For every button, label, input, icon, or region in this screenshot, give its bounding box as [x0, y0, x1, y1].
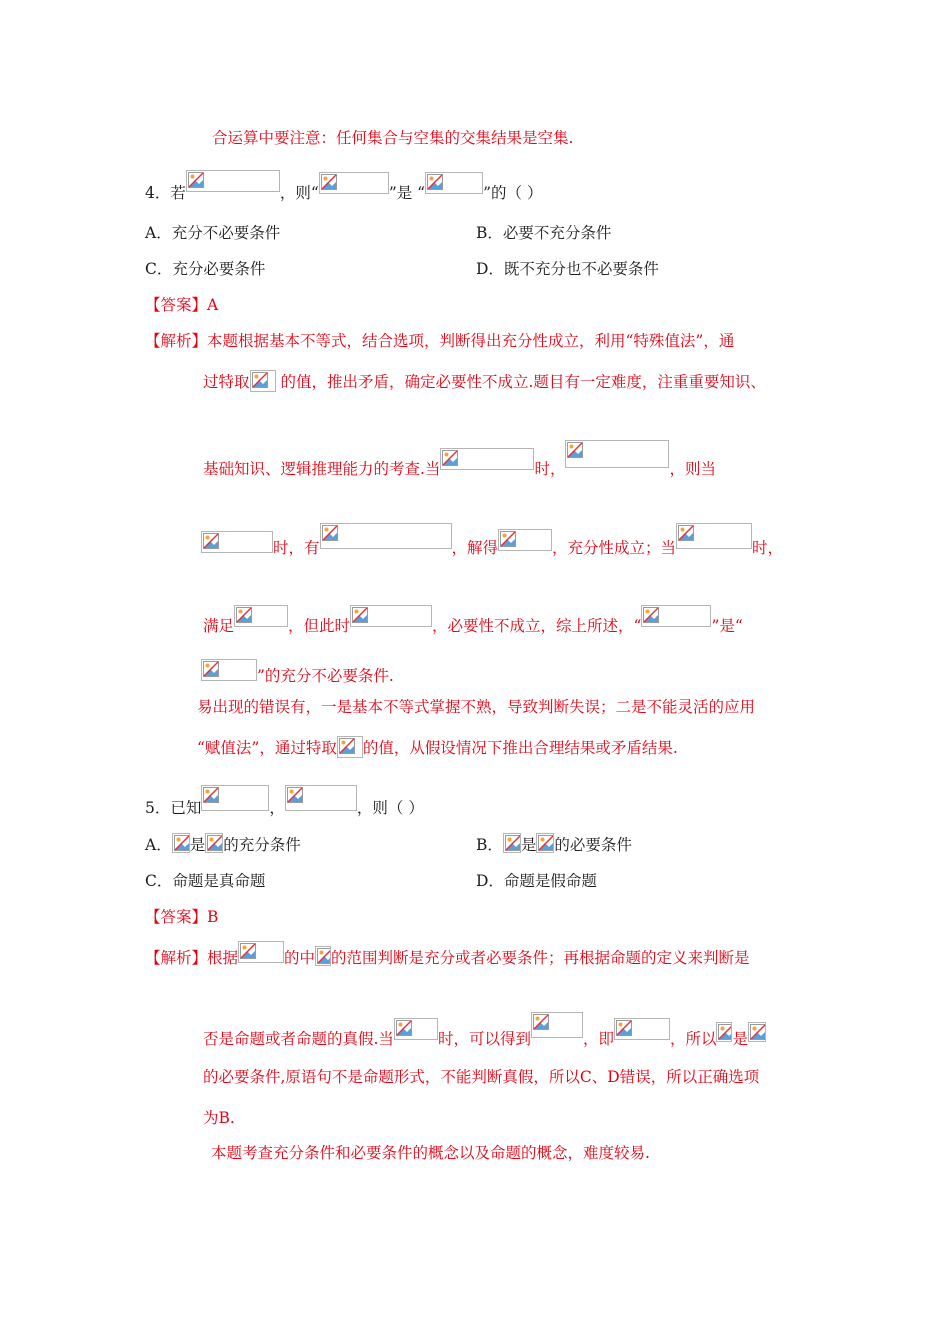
question-5-stem: 5．已知 ， ，则（ ）: [145, 785, 424, 820]
error-note-4-line-2: “赋值法”，通过特取 的值，从假设情况下推出合理结果或矛盾结果.: [197, 736, 678, 760]
broken-image-glyph: [396, 1020, 412, 1036]
q5-option-c: C．命题是真命题: [145, 872, 266, 890]
broken-image-glyph: [567, 442, 583, 458]
broken-image-glyph: [188, 172, 204, 188]
broken-image-icon: [498, 529, 552, 551]
answer-4: 【答案】A: [145, 296, 219, 314]
broken-image-icon: [285, 785, 357, 811]
question-4-stem: 4．若 ，则“ ”是 “ ”的（ ）: [145, 170, 542, 205]
broken-image-icon: [205, 833, 223, 853]
answer-5: 【答案】B: [145, 908, 219, 926]
broken-image-icon: [234, 605, 288, 627]
broken-image-glyph: [643, 607, 659, 623]
note-line: 合运算中要注意：任何集合与空集的交集结果是空集.: [212, 129, 574, 147]
broken-image-icon: [565, 440, 669, 468]
broken-image-icon: [337, 736, 363, 758]
broken-image-icon: [320, 523, 452, 549]
q4-option-a: A．充分不必要条件: [145, 224, 281, 242]
broken-image-icon: [440, 448, 534, 470]
broken-image-glyph: [427, 174, 443, 190]
broken-image-glyph: [505, 835, 521, 851]
broken-image-glyph: [207, 835, 223, 851]
broken-image-glyph: [750, 1024, 766, 1040]
broken-image-icon: [716, 1022, 732, 1042]
broken-image-icon: [503, 833, 521, 853]
broken-image-glyph: [203, 787, 219, 803]
broken-image-glyph: [203, 533, 219, 549]
broken-image-glyph: [236, 607, 252, 623]
q5-option-a: A． 是 的充分条件: [145, 833, 301, 857]
broken-image-glyph: [442, 450, 458, 466]
q4-option-b: B．必要不充分条件: [476, 224, 612, 242]
broken-image-icon: [315, 946, 331, 966]
broken-image-icon: [186, 170, 280, 192]
broken-image-glyph: [616, 1020, 632, 1036]
broken-image-glyph: [317, 948, 331, 964]
broken-image-icon: [748, 1022, 766, 1042]
broken-image-glyph: [339, 738, 355, 754]
broken-image-icon: [250, 370, 276, 392]
broken-image-icon: [201, 785, 269, 811]
broken-image-glyph: [533, 1014, 549, 1030]
explanation-4-line-6: ”的充分不必要条件.: [201, 659, 394, 688]
broken-image-icon: [201, 531, 273, 553]
broken-image-icon: [350, 605, 432, 627]
broken-image-glyph: [718, 1024, 732, 1040]
explanation-4-line-1: 【解析】本题根据基本不等式，结合选项，判断得出充分性成立，利用“特殊值法”，通: [145, 332, 735, 350]
broken-image-glyph: [352, 607, 368, 623]
broken-image-glyph: [203, 661, 219, 677]
explanation-5-line-1: 【解析】根据 的中 的范围判断是充分或者必要条件；再根据命题的定义来判断是: [145, 941, 750, 970]
error-note-4-line-1: 易出现的错误有，一是基本不等式掌握不熟，导致判断失误；二是不能灵活的应用: [197, 698, 756, 716]
broken-image-icon: [172, 833, 190, 853]
explanation-5-line-5: 本题考查充分条件和必要条件的概念以及命题的概念，难度较易.: [211, 1144, 650, 1162]
broken-image-glyph: [174, 835, 190, 851]
broken-image-icon: [641, 605, 711, 627]
broken-image-glyph: [240, 943, 256, 959]
broken-image-glyph: [252, 372, 268, 388]
broken-image-icon: [201, 659, 257, 681]
broken-image-icon: [536, 833, 554, 853]
explanation-4-line-4: 时，有 ，解得 ，充分性成立；当 时，: [201, 523, 783, 560]
q4-option-d: D．既不充分也不必要条件: [476, 260, 659, 278]
broken-image-icon: [319, 172, 389, 194]
broken-image-glyph: [287, 787, 303, 803]
q5-option-d: D．命题是假命题: [476, 872, 597, 890]
broken-image-icon: [676, 523, 752, 549]
broken-image-icon: [614, 1018, 670, 1040]
explanation-5-line-2: 否是命题或者命题的真假.当 时，可以得到 ，即 ，所以 是: [203, 1012, 766, 1051]
q4-option-c: C．充分必要条件: [145, 260, 266, 278]
broken-image-icon: [394, 1018, 438, 1040]
broken-image-glyph: [500, 531, 516, 547]
broken-image-glyph: [321, 174, 337, 190]
broken-image-glyph: [322, 525, 338, 541]
explanation-5-line-3: 的必要条件,原语句不是命题形式，不能判断真假，所以C、D错误，所以正确选项: [203, 1068, 760, 1086]
broken-image-icon: [238, 941, 284, 963]
explanation-5-line-4: 为B.: [203, 1109, 235, 1127]
broken-image-icon: [531, 1012, 583, 1038]
broken-image-glyph: [678, 525, 694, 541]
explanation-4-line-3: 基础知识、逻辑推理能力的考查.当 时， ，则当: [203, 440, 716, 481]
broken-image-icon: [425, 172, 483, 194]
explanation-4-line-2: 过特取 的值，推出矛盾，确定必要性不成立.题目有一定难度，注重重要知识、: [203, 370, 766, 394]
q5-option-b: B． 是 的必要条件: [476, 833, 632, 857]
broken-image-glyph: [538, 835, 554, 851]
explanation-4-line-5: 满足 ，但此时 ，必要性不成立，综上所述，“ ”是“: [203, 605, 743, 638]
